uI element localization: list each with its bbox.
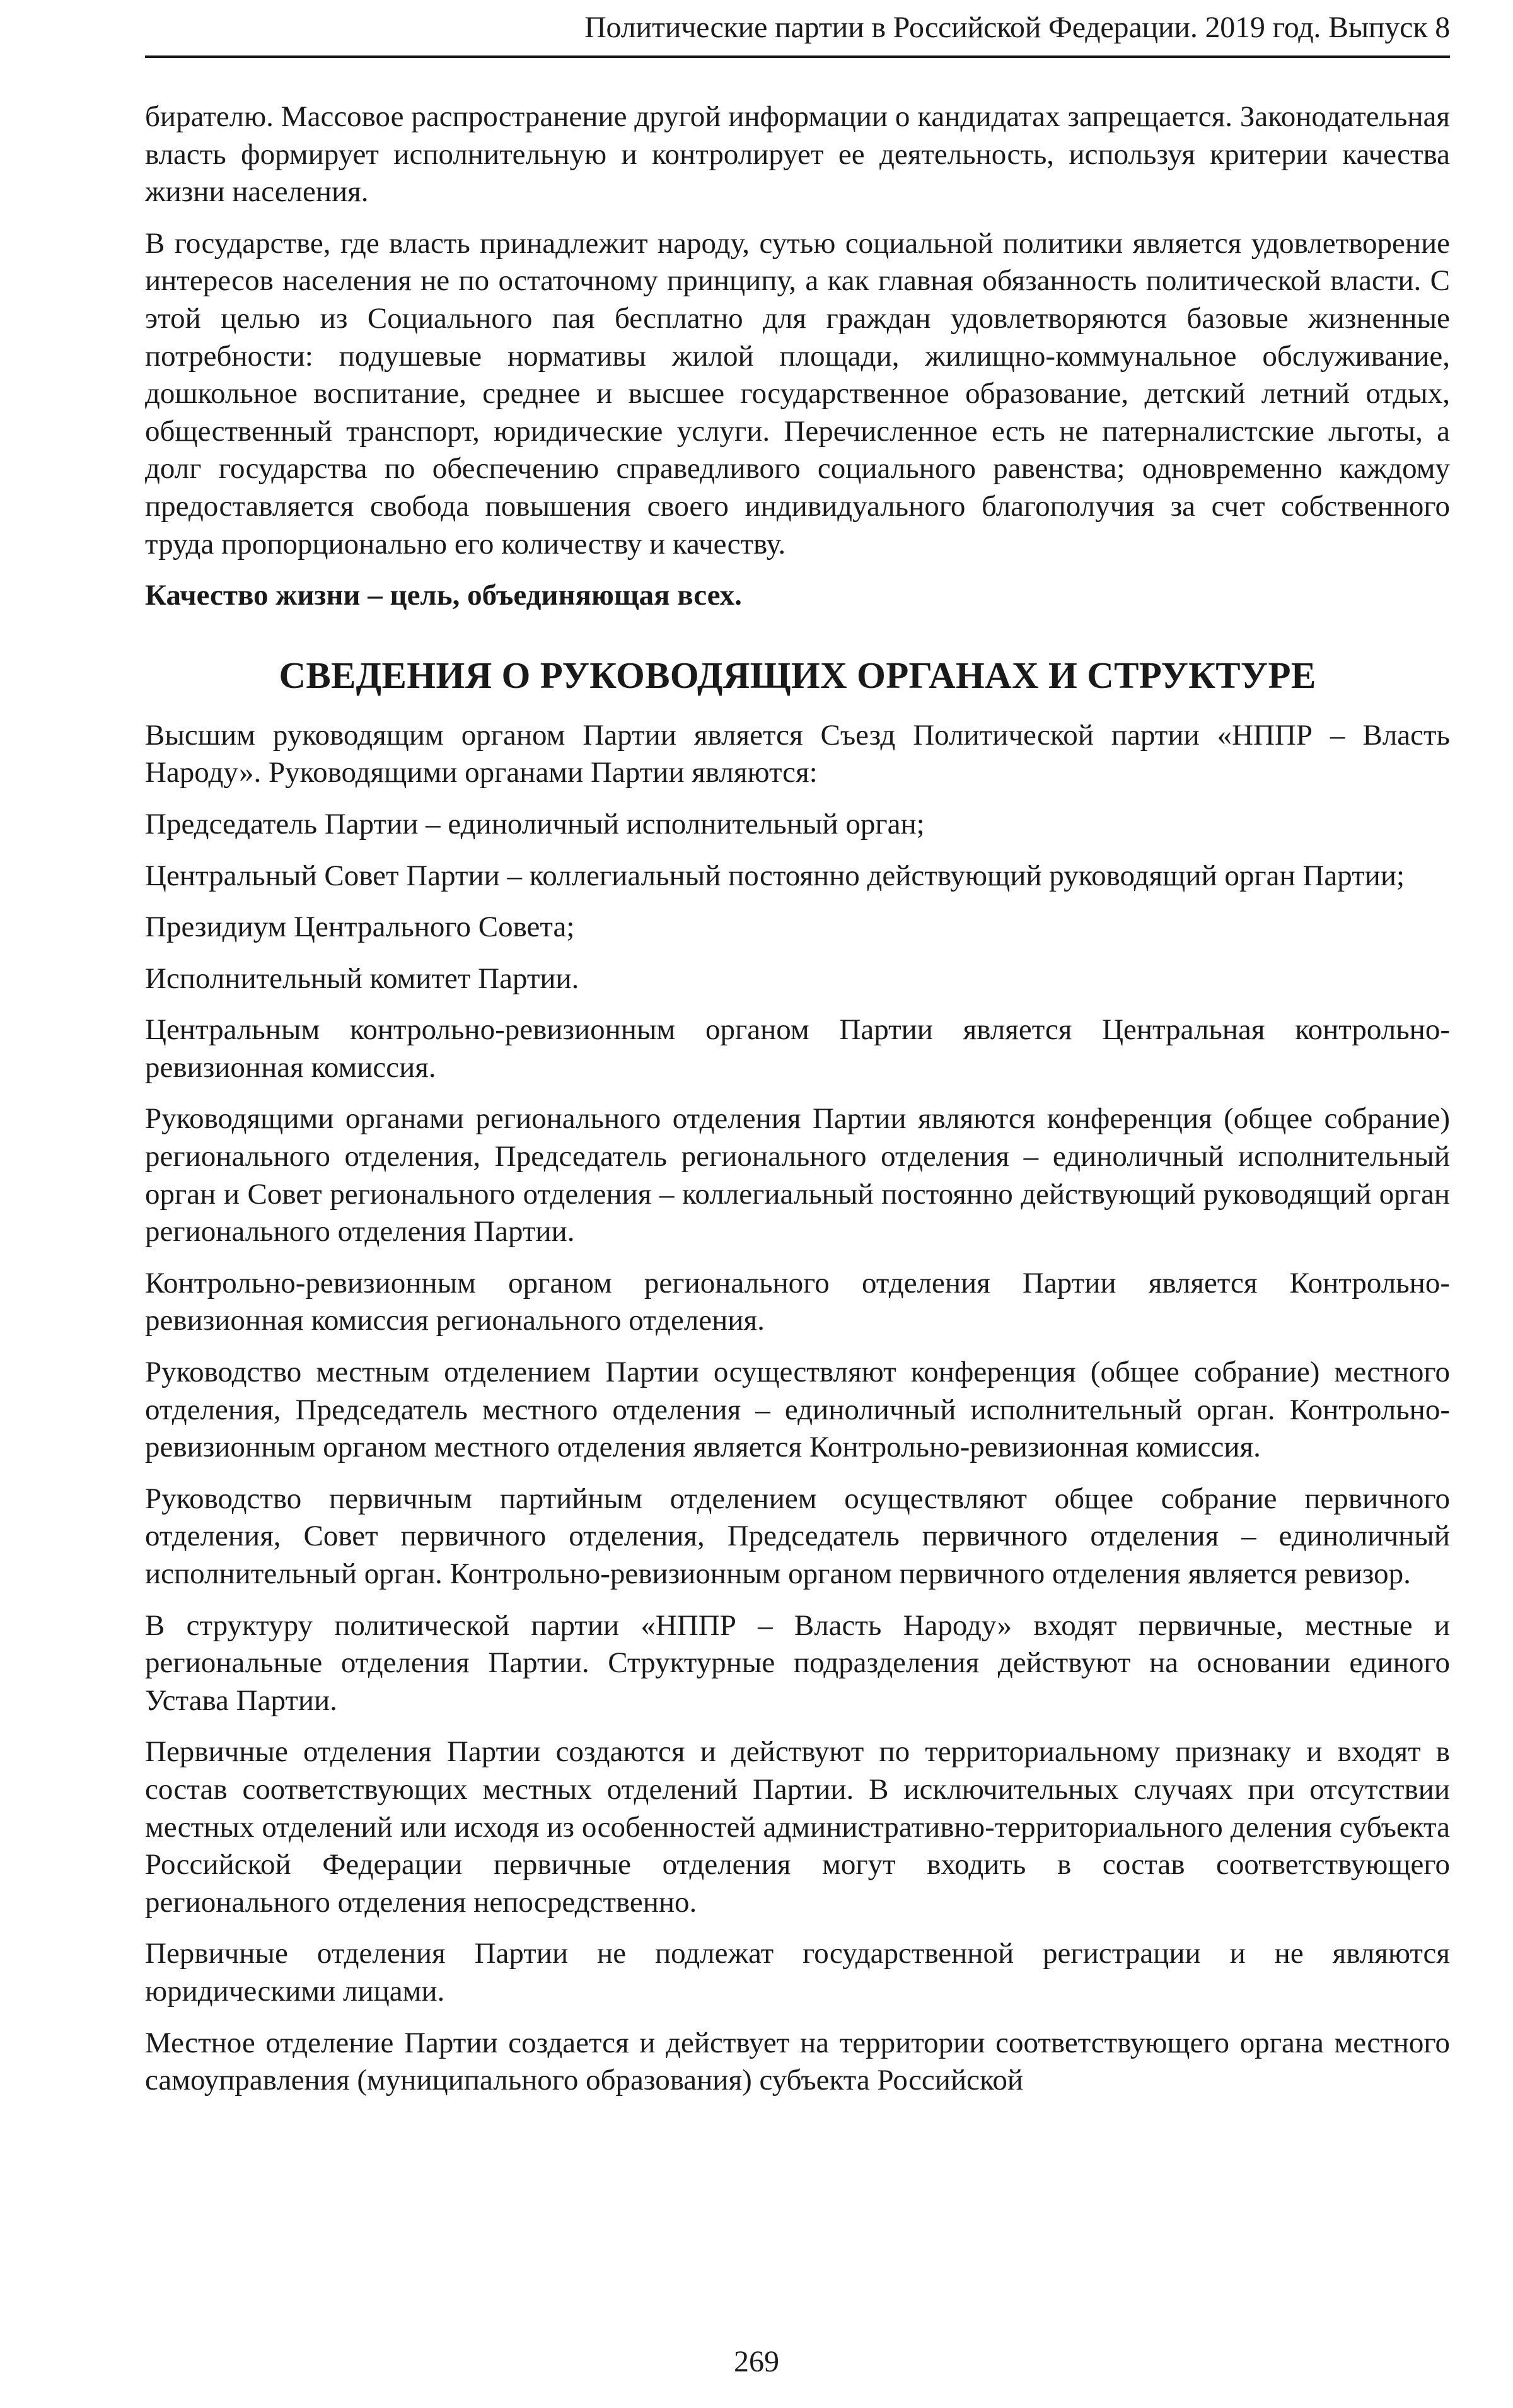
section-heading: СВЕДЕНИЯ О РУКОВОДЯЩИХ ОРГАНАХ И СТРУКТУРЕ bbox=[279, 654, 1316, 696]
header-rule bbox=[145, 55, 1450, 58]
paragraph-local-territory: Местное отделение Партии создается и действует на территории соответствующего органа местного самоуправления (муниципального образования) субъекта Российской bbox=[145, 2026, 1450, 2097]
paragraph-primary-registration: Первичные отделения Партии не подлежат государственной регистрации и не являются юридическими лицами. bbox=[145, 1937, 1450, 2008]
paragraph-continuation: бирателю. Массовое распространение другой информации о кандидатах запрещается. Законодательная власть формирует исполнительную и контролирует ее деятельность, используя критерии качества жизни населения. bbox=[145, 100, 1450, 209]
paragraph-regional-audit: Контрольно-ревизионным органом регионального отделения Партии является Контрольно-ревизионная комиссия регионального отделения. bbox=[145, 1266, 1450, 1337]
paragraph-executive-committee: Исполнительный комитет Партии. bbox=[145, 962, 579, 995]
paragraph-central-audit: Центральным контрольно-ревизионным органом Партии является Центральная контрольно-ревизионная комиссия. bbox=[145, 1013, 1450, 1084]
running-header: Политические партии в Российской Федерации. 2019 год. Выпуск 8 bbox=[584, 11, 1450, 44]
paragraph-presidium: Президиум Центрального Совета; bbox=[145, 910, 575, 944]
paragraph-local-bodies: Руководство местным отделением Партии осуществляют конференция (общее собрание) местного отделения, Председатель местного отделения – единоличный исполнительный орган. Контрольно-ревизионным органом местного отделения является Контрольно-ревизионная комиссия. bbox=[145, 1356, 1450, 1464]
paragraph-primary-bodies: Руководство первичным партийным отделением осуществляют общее собрание первичного отделения, Совет первичного отделения, Председатель первичного отделения – единоличный исполнительный орган. Контрольно-ревизионным органом первичного отделения является ревизор. bbox=[145, 1482, 1450, 1590]
paragraph-structure: В структуру политической партии «НППР – Власть Народу» входят первичные, местные и региональные отделения Партии. Структурные подразделения действуют на основании единого Устава Партии. bbox=[145, 1608, 1450, 1717]
paragraph-regional-bodies: Руководящими органами регионального отделения Партии являются конференция (общее собрание) регионального отделения, Председатель регионального отделения – единоличный исполнительный орган и Совет регионального отделения – коллегиальный постоянно действующий руководящий орган регионального отделения Партии. bbox=[145, 1102, 1450, 1248]
paragraph-primary-territorial: Первичные отделения Партии создаются и действуют по территориальному признаку и входят в состав соответствующих местных отделений Партии. В исключительных случаях при отсутствии местных отделений или исходя из особенностей административно-территориального деления субъекта Российской Федерации первичные отделения могут входить в состав соответствующего регионального отделения непосредственно. bbox=[145, 1735, 1450, 1919]
page-body bbox=[145, 98, 1450, 2114]
paragraph-slogan: Качество жизни – цель, объединяющая всех. bbox=[145, 579, 742, 612]
page-number: 269 bbox=[734, 2345, 779, 2378]
paragraph-central-council: Центральный Совет Партии – коллегиальный постоянно действующий руководящий орган Партии; bbox=[145, 859, 1405, 892]
paragraph-supreme-body: Высшим руководящим органом Партии является Съезд Политической партии «НППР – Власть Народу». Руководящими органами Партии являются: bbox=[145, 718, 1450, 789]
paragraph-chairman: Председатель Партии – единоличный исполнительный орган; bbox=[145, 807, 925, 840]
paragraph-social-policy: В государстве, где власть принадлежит народу, сутью социальной политики является удовлетворение интересов населения не по остаточному принципу, а как главная обязанность политической власти. С этой целью из Социального пая бесплатно для граждан удовлетворяются базовые жизненные потребности: подушевые нормативы жилой площади, жилищно-коммунальное обслуживание, дошкольное воспитание, среднее и высшее государственное образование, детский летний отдых, общественный транспорт, юридические услуги. Перечисленное есть не патерналистские льготы, а долг государства по обеспечению справедливого социального равенства; одновременно каждому предоставляется свобода повышения своего индивидуального благополучия за счет собственного труда пропорционально его количеству и качеству. bbox=[145, 226, 1450, 561]
